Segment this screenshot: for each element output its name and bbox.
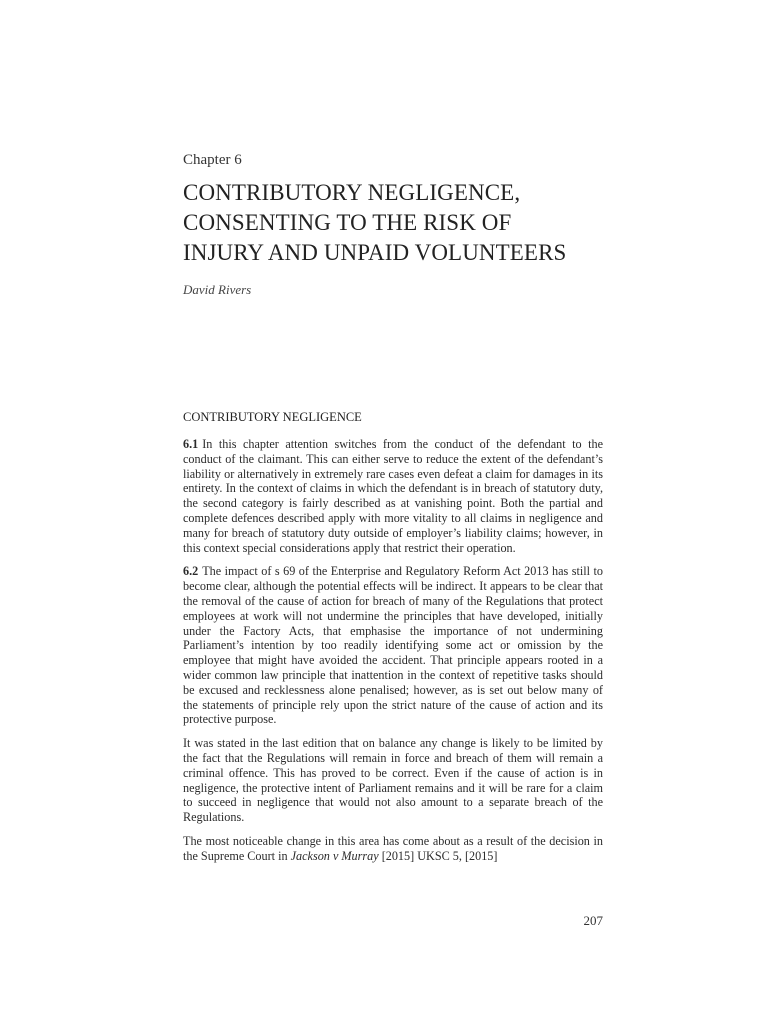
paragraph-number: 6.2 — [183, 564, 199, 579]
paragraph-6-1 — [183, 437, 603, 555]
paragraph-text: It was stated in the last edition that on balance any change is likely to be limited by the fact that the Regulations will remain in force and breach of them will remain a criminal offence. This has proved to be correct. Even if the cause of action is in negligence, the protective intent of Parliament remains and it will be rare for a claim to succeed in negligence that would not also amount to a separate breach of the Regulations. — [183, 736, 603, 825]
chapter-title-line-1: CONTRIBUTORY NEGLIGENCE, — [183, 180, 521, 205]
chapter-title-line-2: CONSENTING TO THE RISK OF — [183, 210, 512, 235]
body-text — [183, 437, 603, 873]
page-number: 207 — [583, 913, 603, 928]
book-page — [183, 0, 603, 1024]
paragraph-jackson — [183, 834, 603, 864]
chapter-title-line-3: INJURY AND UNPAID VOLUNTEERS — [183, 240, 567, 265]
paragraph-text: In this chapter attention switches from the conduct of the defendant to the conduct of the claimant. This can either serve to reduce the extent of the defendant’s liability or alternatively in extremely rare cases even defeat a claim for damages in its entirety. In the context of claims in which the defendant is in breach of statutory duty, the second category is fairly described as at vanishing point. Both the partial and complete defences described apply with more vitality to all claims in negligence and many for breach of statutory duty outside of employer’s liability claims; however, in this context special considerations apply that restrict their operation. — [183, 437, 603, 555]
paragraph-6-2 — [183, 564, 603, 727]
paragraph-number: 6.1 — [183, 437, 199, 451]
chapter-title — [183, 178, 613, 268]
author-name: David Rivers — [183, 282, 252, 297]
paragraph-text-end: [2015] UKSC 5, [2015] — [378, 848, 498, 863]
paragraph-text: The most noticeable change in this area has come about as a result of the decision in the Supreme Court in — [183, 833, 603, 863]
paragraph-continuation — [183, 736, 603, 825]
section-heading: CONTRIBUTORY NEGLIGENCE — [183, 410, 362, 424]
case-citation: Jackson v Murray — [290, 848, 379, 863]
chapter-label: Chapter 6 — [183, 152, 242, 168]
paragraph-text: The impact of s 69 of the Enterprise and Regulatory Reform Act 2013 has still to become clear, although the potential effects will be indirect. It appears to be clear that the removal of the cause of action for breach of many of the Regulations that protect employees at work will not undermine the principles that have developed, initially under the Factory Acts, that emphasise the importance of not undermining Parliament’s intention by too readily identifying some act or omission by the employee that might have avoided the accident. That principle appears rooted in a wider common law principle that inattention in the context of repetitive tasks should be excused and recklessness alone penalised; however, as is set out below many of the statements of principle rely upon the strict nature of the cause of action and its protective purpose. — [183, 564, 603, 727]
